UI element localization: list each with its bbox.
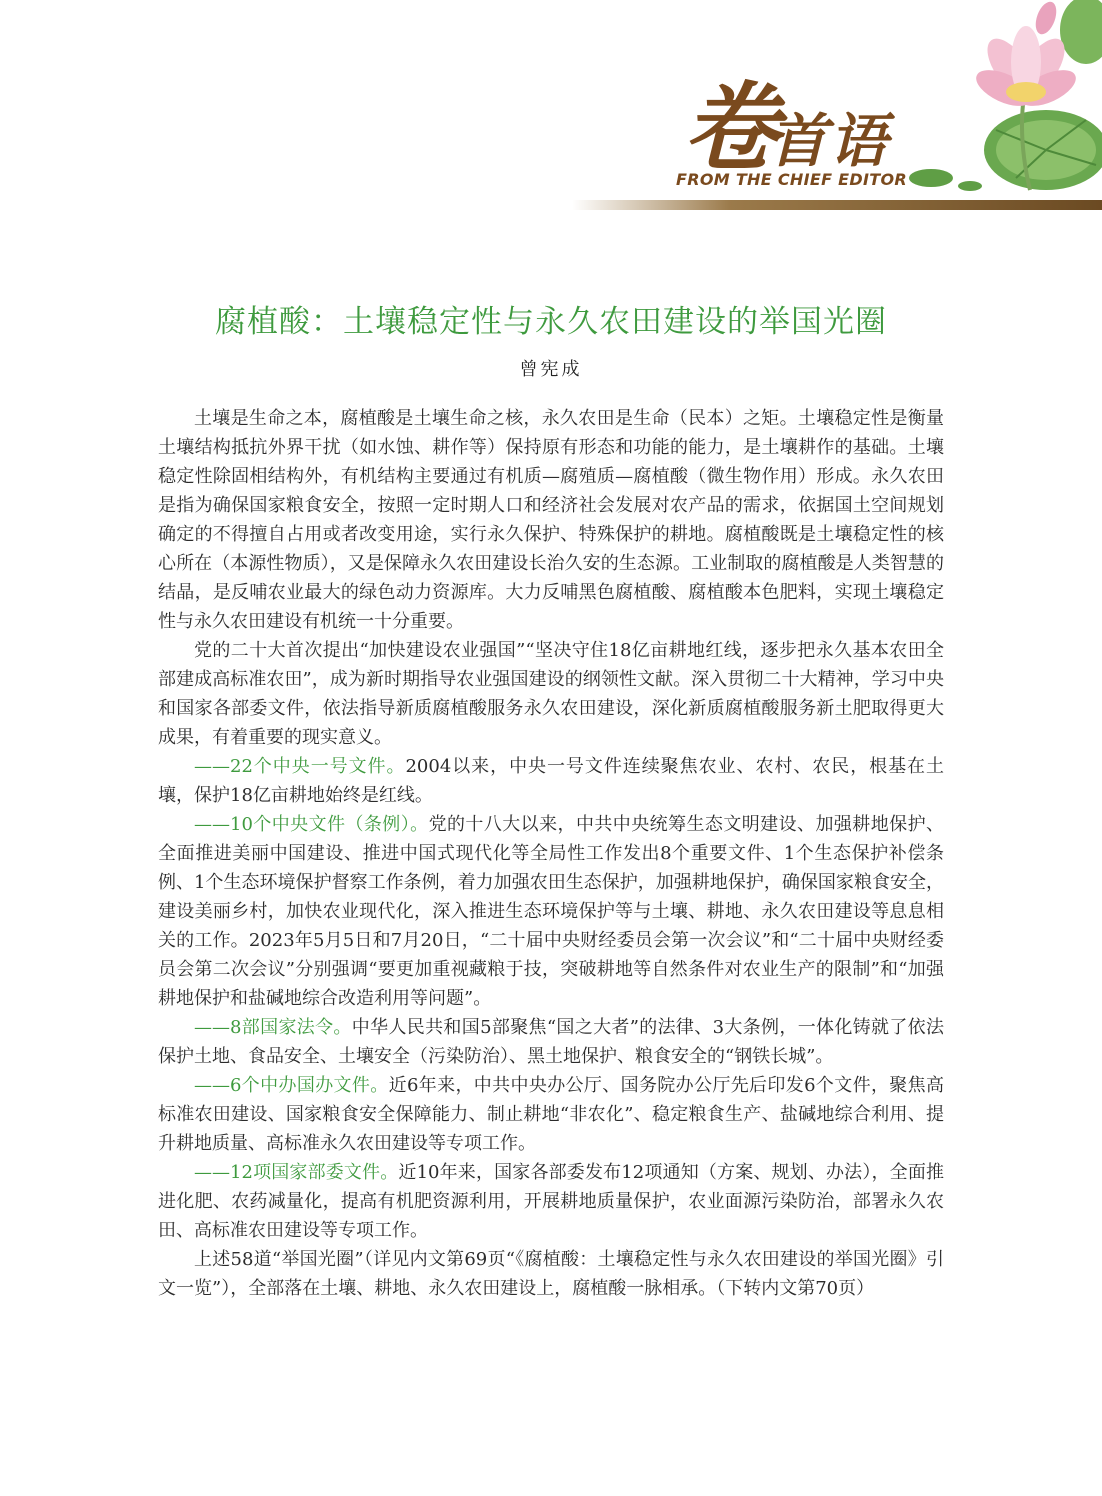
paragraph-lead: ——12项国家部委文件。 [194,1162,399,1183]
column-subtitle: FROM THE CHIEF EDITOR [676,170,907,189]
paragraph-lead: ——8部国家法令。 [194,1017,352,1038]
paragraph [158,1071,944,1158]
paragraph [158,404,944,636]
paragraph [158,1158,944,1245]
paragraph [158,810,944,1013]
paragraph-text: 党的十八大以来，中共中央统筹生态文明建设、加强耕地保护、全面推进美丽中国建设、推进中国式现代化等全局性工作发出8个重要文件、1个生态保护补偿条例、1个生态环境保护督察工作条例，着力加强农田生态保护，加强耕地保护，确保国家粮食安全，建设美丽乡村，加快农业现代化，深入推进生态环境保护等与土壤、耕地、永久农田建设等息息相关的工作。2023年5月5日和7月20日，“二十届中央财经委员会第一次会议”和“二十届中央财经委员会第二次会议”分别强调“要更加重视藏粮于技，突破耕地等自然条件对农业生产的限制”和“加强耕地保护和盐碱地综合改造利用等问题”。 [158,814,944,1009]
paragraph [158,636,944,752]
paragraph-text: 近10年来，国家各部委发布12项通知（方案、规划、办法），全面推进化肥、农药减量化，提高有机肥资源利用，开展耕地质量保护，农业面源污染防治，部署永久农田、高标准农田建设等专项工作。 [158,1162,945,1241]
article-title: 腐植酸：土壤稳定性与永久农田建设的举国光圈 [215,304,887,340]
page-header [0,0,1102,215]
paragraph [158,1245,944,1303]
paragraph-text: 近6年来，中共中央办公厅、国务院办公厅先后印发6个文件，聚焦高标准农田建设、国家粮食安全保障能力、制止耕地“非农化”、稳定粮食生产、盐碱地综合利用、提升耕地质量、高标准永久农田建设等专项工作。 [158,1075,945,1154]
paragraph-text: 上述58道“举国光圈”（详见内文第69页“《腐植酸：土壤稳定性与永久农田建设的举国光圈》引文一览”），全部落在土壤、耕地、永久农田建设上，腐植酸一脉相承。（下转内文第70页） [158,1249,944,1299]
paragraph-text: 中华人民共和国5部聚焦“国之大者”的法律、3大条例，一体化铸就了依法保护土地、食品安全、土壤安全（污染防治）、黑土地保护、粮食安全的“钢铁长城”。 [158,1017,945,1067]
paragraph [158,752,944,810]
column-title-small: 首语 [769,107,890,175]
paragraph-text: 2004以来，中央一号文件连续聚焦农业、农村、农民，根基在土壤，保护18亿亩耕地始终是红线。 [158,756,944,806]
paragraph-lead: ——6个中办国办文件。 [194,1075,389,1096]
column-title [683,52,889,189]
column-title-big: 卷 [683,71,775,184]
article-body [158,404,944,1303]
paragraph-text: 土壤是生命之本，腐植酸是土壤生命之核，永久农田是生命（民本）之矩。土壤稳定性是衡量土壤结构抵抗外界干扰（如水蚀、耕作等）保持原有形态和功能的能力，是土壤耕作的基础。土壤稳定性除固相结构外，有机结构主要通过有机质—腐殖质—腐植酸（微生物作用）形成。永久农田是指为确保国家粮食安全，按照一定时期人口和经济社会发展对农产品的需求，依据国土空间规划确定的不得擅自占用或者改变用途，实行永久保护、特殊保护的耕地。腐植酸既是土壤稳定性的核心所在（本源性物质），又是保障永久农田建设长治久安的生态源。工业制取的腐植酸是人类智慧的结晶，是反哺农业最大的绿色动力资源库。大力反哺黑色腐植酸、腐植酸本色肥料，实现土壤稳定性与永久农田建设有机统一十分重要。 [158,408,944,632]
header-divider [572,200,1102,210]
paragraph-text: 党的二十大首次提出“加快建设农业强国”“坚决守住18亿亩耕地红线，逐步把永久基本农田全部建成高标准农田”，成为新时期指导农业强国建设的纲领性文献。深入贯彻二十大精神，学习中央和国家各部委文件，依法指导新质腐植酸服务永久农田建设，深化新质腐植酸服务新土肥取得更大成果，有着重要的现实意义。 [158,640,944,748]
lotus-illustration [896,0,1102,200]
paragraph [158,1013,944,1071]
paragraph-lead: ——10个中央文件（条例）。 [194,814,429,835]
paragraph-lead: ——22个中央一号文件。 [194,756,406,777]
article-author: 曾宪成 [519,359,583,380]
